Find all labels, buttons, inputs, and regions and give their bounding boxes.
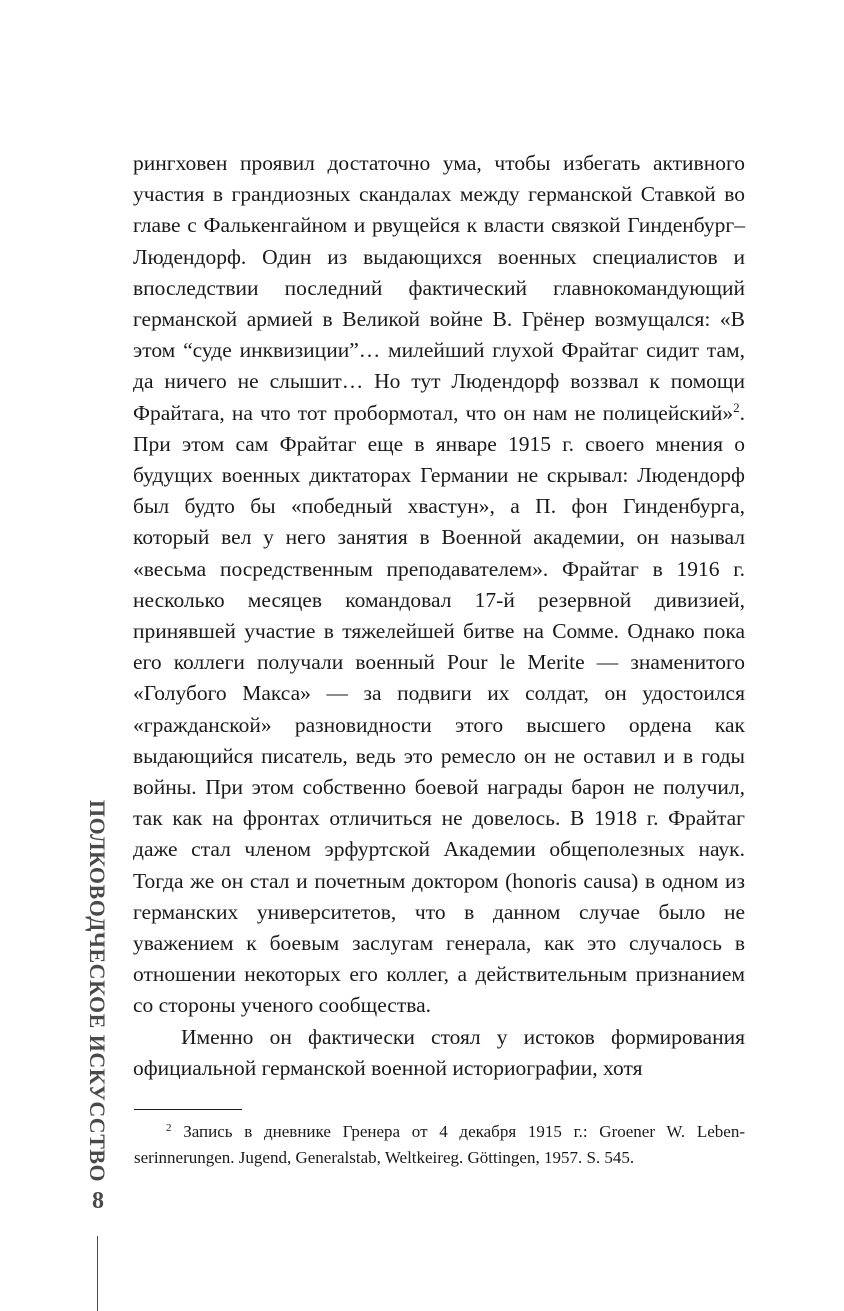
footnote-divider — [134, 1109, 242, 1110]
main-text — [133, 148, 745, 1084]
page-number: 8 — [92, 1188, 104, 1214]
paragraph-2: Именно он фактически стоял у истоков формирования официальной германской военной историографии, хотя — [133, 1024, 745, 1080]
footnote — [134, 1119, 745, 1170]
side-rule — [97, 1236, 98, 1311]
footnote-reference[interactable]: 2 — [733, 399, 740, 415]
paragraph-1 — [133, 148, 745, 1022]
running-title: ПОЛКОВОДЧЕСКОЕ ИСКУССТВО — [85, 800, 110, 1183]
footnote-number: 2 — [166, 1122, 172, 1134]
paragraph-1-text-a: рингховен проявил достаточно ума, чтобы избегать активного участия в грандиозных скандалах между германской Ставкой во главе с Фалькенгайном и рвущейся к власти связкой Гинденбург–Людендорф. Один из выдающихся военных специалистов и впоследствии последний фактический главнокомандующий германской армией в Великой войне В. Грёнер возмущался: «В этом “суде инквизиции”… милейший глухой Фрайтаг сидит там, да ничего не слышит… Но тут Людендорф воззвал к помощи Фрайтага, на что тот пробормотал, что он нам не полицейский» — [133, 151, 745, 425]
footnote-text: Запись в дневнике Гренера от 4 декабря 1915 г.: Groener W. Lebenserinnerungen. Jugend, Generalstab, Weltkeireg. Göttingen, 1957. S. 545. — [134, 1122, 745, 1167]
paragraph-1-text-b: . При этом сам Фрайтаг еще в январе 1915 г. своего мнения о будущих военных диктаторах Германии не скрывал: Людендорф был будто бы «победный хвастун», а П. фон Гинденбурга, который вел у него занятия в Военной академии, он называл «весьма посредственным преподавателем». Фрайтаг в 1916 г. несколько месяцев командовал 17-й резервной дивизией, принявшей участие в тяжелейшей битве на Сомме. Однако пока его коллеги получали военный Pour le Merite — знаменитого «Голубого Макса» — за подвиги их солдат, он удостоился «гражданской» разновидности этого высшего ордена как выдающийся писатель, ведь это ремесло он не оставил и в годы войны. При этом собственно боевой награды барон не получил, так как на фронтах отличиться не довелось. В 1918 г. Фрайтаг даже стал членом эрфуртской Академии общеполезных наук. Тогда же он стал и почетным доктором (honoris causa) в одном из германских университетов, что в данном случае было не уважением к боевым заслугам генерала, как это случалось в отношении некоторых его коллег, а действительным признанием со стороны ученого сообщества. — [133, 400, 745, 1018]
